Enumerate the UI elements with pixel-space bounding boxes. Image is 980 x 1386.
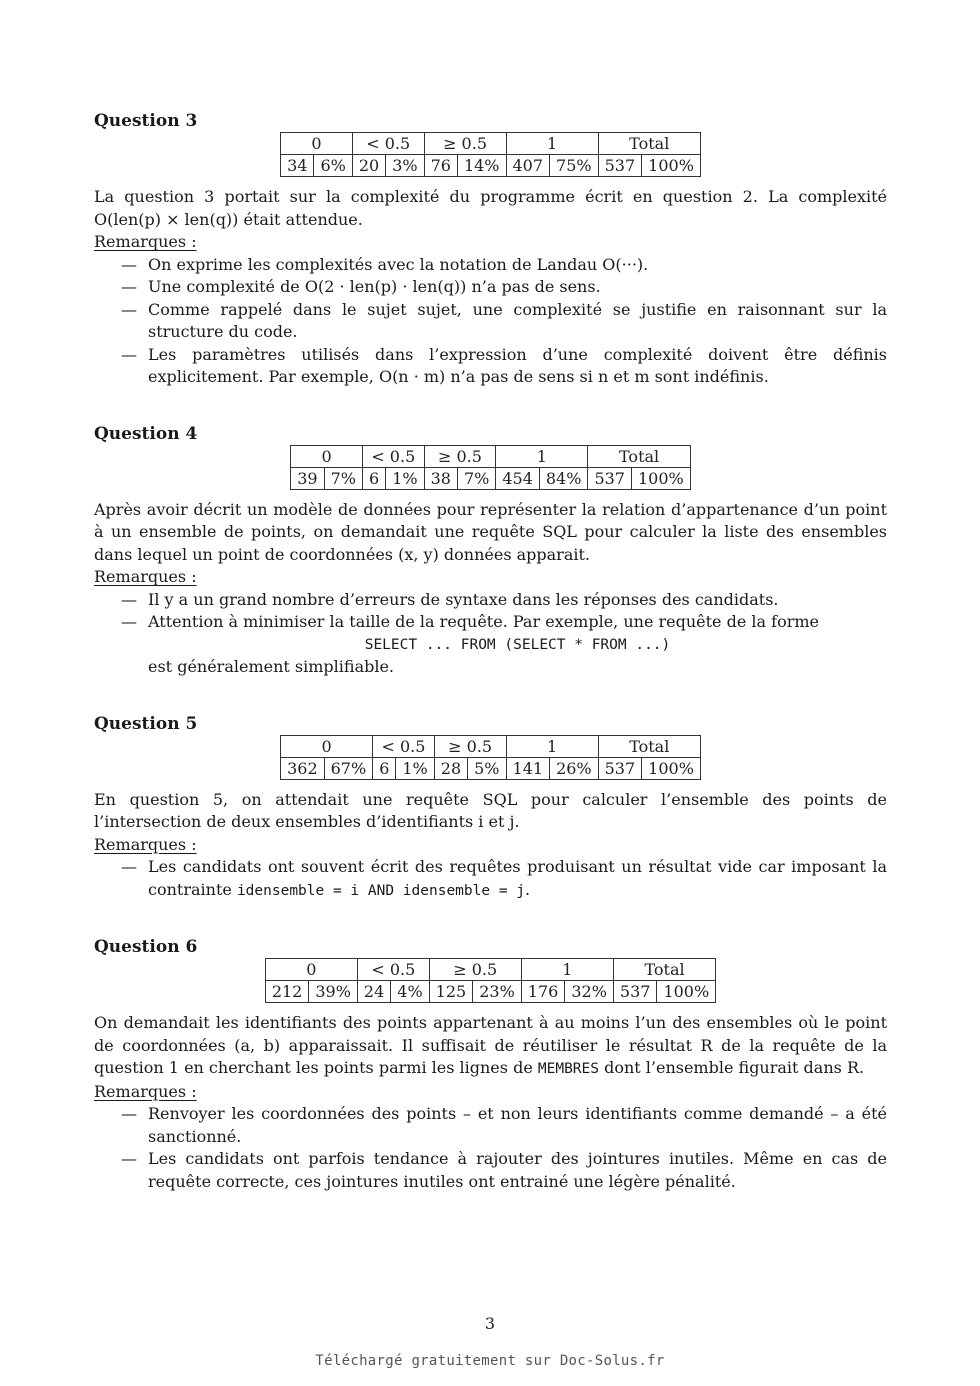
table-cell: 537 [588,467,632,489]
sql-code-snippet: SELECT ... FROM (SELECT * FROM ...) [364,636,671,653]
remarks-heading: Remarques : [94,567,197,586]
table-cell: 125 [429,981,473,1003]
question-5-section [94,713,887,903]
list-item [94,611,887,679]
question-title: Question 5 [94,713,198,734]
list-item [94,589,887,612]
table-cell: 75% [550,155,599,177]
dash-bullet: — [121,277,137,296]
header-cell: 1 [506,735,598,757]
remark-text: Les paramètres utilisés dans l’expression d’une complexité doivent être définis explicitement. Par exemple, O(n · m) n’a pas de sens si n et m sont indéfinis. [148,344,887,386]
table-row [265,981,715,1003]
table-cell: 7% [457,467,495,489]
table-cell: 4% [391,981,429,1003]
table-cell: 76 [424,155,457,177]
header-cell: 1 [506,133,598,155]
question-4-section [94,423,887,679]
score-table [280,132,701,177]
list-item [94,1148,887,1193]
list-item [94,254,887,277]
list-item [94,276,887,299]
remarks-heading: Remarques : [94,1081,197,1101]
table-cell: 6 [373,757,396,779]
header-cell: 0 [281,133,353,155]
remarks-heading: Remarques : [94,232,197,251]
score-table [290,445,690,490]
remark-text: Une complexité de O(2 · len(p) · len(q)) n’a pas de sens. [148,277,601,296]
list-item [94,1103,887,1148]
sql-code-inline: idensemble = i AND idensemble = j [236,882,526,899]
remark-text: Il y a un grand nombre d’erreurs de syntaxe dans les réponses des candidats. [148,589,779,609]
header-cell: 1 [496,445,588,467]
table-cell: 407 [506,155,550,177]
dash-bullet: — [121,254,137,274]
body-text: On demandait les identifiants des points appartenant à au moins l’un des ensembles où le point de coordonnées (a, b) apparaissait. Il suffisait de réutiliser le résultat R de la requête de la question 1 en cherchant les points parmi les lignes de [94,1013,887,1077]
header-cell: ≥ 0.5 [424,133,506,155]
download-note: Téléchargé gratuitement sur Doc-Solus.fr [315,1353,665,1369]
table-row [281,757,701,779]
table-cell: 39 [291,467,324,489]
table-cell: 3% [386,155,424,177]
list-item [94,299,887,344]
question-body: En question 5, on attendait une requête SQL pour calculer l’ensemble des points de l’intersection de deux ensembles d’identifiants i et j. [94,789,887,831]
table-cell: 1% [396,757,434,779]
table-cell: 537 [613,981,657,1003]
question-6-section [94,936,887,1193]
header-cell: Total [613,959,715,981]
table-cell: 39% [309,981,358,1003]
dash-bullet: — [121,857,137,876]
table-cell: 32% [565,981,614,1003]
table-cell: 100% [642,155,701,177]
dash-bullet: — [121,344,137,364]
table-cell: 5% [468,757,506,779]
question-3-section [94,110,887,389]
header-cell: 0 [265,959,357,981]
remarks-list [94,254,887,389]
dash-bullet: — [121,1104,137,1123]
table-cell: 212 [265,981,309,1003]
table-cell: 38 [424,467,457,489]
header-cell: Total [588,445,690,467]
question-title: Question 3 [94,111,198,131]
table-cell: 100% [631,467,690,489]
table-cell: 1% [386,467,424,489]
table-cell: 20 [352,155,385,177]
table-header-row [265,959,715,981]
remarks-heading: Remarques : [94,834,197,854]
score-table [280,735,701,780]
remark-text: est généralement simplifiable. [148,657,395,676]
table-cell: 362 [281,757,325,779]
table-cell: 6 [363,467,386,489]
table-cell: 67% [324,757,373,779]
page-number: 3 [484,1314,496,1333]
table-cell: 537 [598,155,642,177]
table-cell: 6% [314,155,352,177]
table-row [291,467,690,489]
table-cell: 34 [281,155,314,177]
table-cell: 176 [521,981,565,1003]
remarks-list [94,589,887,679]
table-cell: 141 [506,757,550,779]
remark-text: Les candidats ont souvent écrit des requêtes produisant un résultat vide car imposant la contrainte [148,857,887,899]
dash-bullet: — [121,299,137,319]
table-cell: 100% [642,757,701,779]
table-cell: 7% [324,467,362,489]
remark-text: Comme rappelé dans le sujet sujet, une complexité se justifie en raisonnant sur la structure du code. [148,299,887,341]
report-page [94,110,887,1227]
table-cell: 454 [496,467,540,489]
body-text: dont l’ensemble figurait dans R. [604,1058,865,1077]
header-cell: 0 [281,735,373,757]
dash-bullet: — [121,612,137,631]
list-item [94,856,887,902]
table-row [281,155,701,177]
table-header-row [281,735,701,757]
question-title: Question 6 [94,937,198,957]
table-cell: 537 [598,757,642,779]
question-body: Après avoir décrit un modèle de données pour représenter la relation d’appartenance d’un point à un ensemble de points, on demandait une requête SQL pour calculer la liste des ensembles dans lequel un point de coordonnées (x, y) données apparait. [94,499,887,564]
header-cell: 1 [521,959,613,981]
header-cell: 0 [291,445,363,467]
header-cell: < 0.5 [352,133,424,155]
table-header-row [281,133,701,155]
dash-bullet: — [121,589,137,609]
table-cell: 26% [550,757,599,779]
question-body: La question 3 portait sur la complexité du programme écrit en question 2. La complexité O(len(p) × len(q)) était attendue. [94,187,887,229]
remark-text: . [525,879,531,899]
table-header-row [291,445,690,467]
remarks-list [94,1103,887,1193]
header-cell: < 0.5 [357,959,429,981]
dash-bullet: — [121,1149,137,1168]
header-cell: Total [598,735,700,757]
table-cell: 100% [657,981,716,1003]
header-cell: < 0.5 [373,735,435,757]
table-cell: 84% [539,467,588,489]
question-body [94,1012,887,1081]
table-cell: 14% [457,155,506,177]
table-cell: 24 [357,981,390,1003]
list-item [94,344,887,389]
remark-text: On exprime les complexités avec la notation de Landau O(···). [148,254,649,274]
table-cell: 28 [434,757,467,779]
remarks-list [94,856,887,902]
score-table [265,958,716,1003]
table-name-code: MEMBRES [537,1061,599,1077]
remark-text: Renvoyer les coordonnées des points – et non leurs identifiants comme demandé – a été sanctionné. [148,1104,887,1146]
header-cell: Total [598,133,700,155]
header-cell: ≥ 0.5 [434,735,506,757]
question-title: Question 4 [94,423,198,444]
header-cell: < 0.5 [363,445,425,467]
table-cell: 23% [473,981,522,1003]
header-cell: ≥ 0.5 [429,959,521,981]
header-cell: ≥ 0.5 [424,445,496,467]
remark-text: Attention à minimiser la taille de la requête. Par exemple, une requête de la forme [148,612,819,631]
remark-text: Les candidats ont parfois tendance à rajouter des jointures inutiles. Même en cas de requête correcte, ces jointures inutiles ont entrainé une légère pénalité. [148,1149,887,1191]
